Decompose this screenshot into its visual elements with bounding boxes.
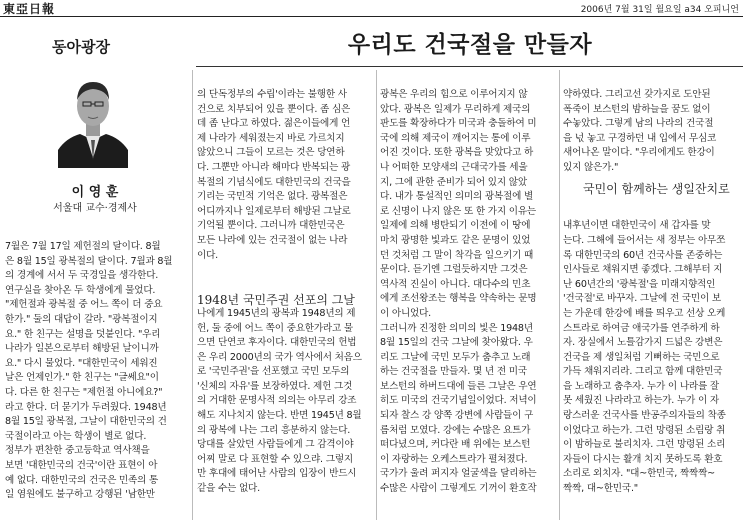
body-text-line: 않았으니 그들이 모르는 것은 당연하 [197,147,345,159]
body-text-line: 폭죽이 보스턴의 밤하늘을 꿈도 없이 [563,103,711,115]
body-text-line: 을 넋 놓고 구경하던 내 입에서 무심코 [563,132,717,144]
body-text-line: 8월 15일의 건국 그날에 찾아왔다. 우 [380,337,533,349]
body-text-line: 요." 다시 물었다. "대한민국이 세워진 [5,357,158,369]
subhead-1948: 1948년 국민주권 선포의 그날 [197,293,355,307]
body-text-line: 의 광복에 나는 그리 흥분하지 않는다. [197,424,351,436]
body-text-line: 은 8월 15일 광복절의 달이다. 7월과 8월 [5,255,173,267]
body-text-line [197,263,373,278]
column-label: 동아광장 [52,38,110,56]
body-text-line: 있지 않은가." [563,161,619,173]
body-text-line: 는 가운데 한강에 배를 띄우고 선상 오케 [563,307,726,319]
newspaper-brand: 東亞日報 [3,2,56,16]
body-text-line: 광복은 우리의 힘으로 이루어지지 않 [380,89,528,100]
body-text-line: "제헌절과 광복절 중 어느 쪽이 더 중요 [5,299,163,311]
headline: 우리도 건국절을 만들자 [347,32,593,58]
body-text-line: 제 나라가 세워졌는지 바로 가르치지 [197,132,345,144]
body-text-line: 히도 미국의 건국기념일이었다. 저녁이 [380,395,537,407]
body-text-line: 당대를 살았던 사람들에게 그 감격이야 [197,439,354,451]
body-text-line: 랑스러운 건국사를 반공주의자들의 착종 [563,410,726,422]
column-divider [192,70,193,520]
body-text-line: 라고 한다. 더 묻기가 두려웠다. 1948년 [5,401,167,413]
body-text-line: 어디까지나 일제로부터 해방된 그날로 [197,205,351,217]
body-text-line: 수놓았다. 그렇게 남의 나라의 건국절 [563,118,714,130]
body-text-line: 8월 15일 광복절, 그날이 대한민국의 건 [5,416,167,428]
title-rule [196,66,743,67]
body-text-line: 마치 광명한 빛과도 같은 문명이 있었 [380,234,531,246]
body-text-line: 리도 그날에 국민 모두가 춤추고 노래 [380,351,531,363]
body-text-line: 떠다녔으며, 커다란 배 위에는 보스턴 [380,439,531,451]
body-column-4 [563,88,741,497]
body-text-line: 짝짝, 대~한민국." [563,483,639,495]
body-column-1 [5,240,185,503]
body-text-line: 로 신명이 나지 않은 또 한 가지 이유는 [380,205,536,217]
body-text-line: 난 60년간의 '광복절'을 미래지향적인 [563,278,716,290]
masthead [0,0,743,17]
body-text-line: 국가가 울려 퍼지자 얼굴색을 달리하는 [380,468,537,480]
body-text-line: 데 좀 난다고 하였다. 젊은이들에게 언 [197,118,351,130]
body-text-line: 이다. [197,249,218,261]
column-divider [376,70,377,520]
body-text-line: 는다. 그해에 들어서는 새 정부는 아무쪼 [563,234,726,246]
body-text-line: 문이다. 듣기엔 그럴듯하지만 그것은 [380,264,528,276]
body-text-line: 날은 언제인가." 한 친구는 "글쎄요"이 [5,372,159,384]
body-text-line: 다. 다른 한 친구는 "제헌절 아니에요?" [5,386,163,398]
body-text-line: 모든 나라에 있는 건국절이 없는 나라 [197,234,348,246]
body-text-line: 내후년이면 대한민국이 새 갑자를 맞 [563,220,711,232]
body-text-line: 만 후대에 태어난 사람의 입장이 반드시 [197,468,357,480]
body-text-line: 헌, 둘 중에 어느 쪽이 중요한가라고 물 [197,322,353,334]
body-text-line: 새어나온 말이다. "우리에게도 한강이 [563,147,715,159]
subhead-birthday: 국민이 함께하는 생일잔치로 [583,182,730,196]
body-text-line: 기리는 국민적 기억은 없다. 광복절은 [197,191,348,203]
body-text-line: '신체의 자유'를 보장하였다. 제헌 그것 [197,380,353,392]
column-divider [559,70,560,520]
body-text-line: 나라가 일본으로부터 해방된 날이니까 [5,343,159,355]
body-text-line: 국에 의해 제국이 깨어지는 통에 이루 [380,132,531,144]
body-text-line: 정부가 편찬한 중고등학교 역사책을 [5,445,150,457]
dateline: 2006년 7월 31일 월요일 a34 오피니언 [580,5,739,15]
body-text-line: 되자 찰스 강 양쪽 강변에 사람들이 구 [380,410,534,422]
body-column-3 [380,88,556,497]
body-text-line: 역사적 진실이 아니다. 대다수의 민초 [380,278,531,290]
body-text-line: 기억될 뿐이다. 그러니까 대한민국은 [197,220,345,232]
body-text-line: 복절의 기념식에도 대한민국의 건국을 [197,176,351,188]
author-title: 서울대 교수·경제사 [53,203,137,214]
body-text-line: 자. 장실에서 노틀감가지 드넓은 강변은 [563,337,723,349]
body-text-line: 록 대한민국의 60년 건국사를 존중하는 [563,249,723,261]
body-text-line: 의 경계에 서서 두 국경일을 생각한다. [5,270,159,282]
body-text-line: 다. 그뿐만 아니라 해마다 반복되는 광 [197,161,351,173]
body-text-line: 의 거대한 문명사적 의의는 아무리 강조 [197,395,357,407]
body-text-line: 못 세웠진 나라라고 하는가. 누가 이 자 [563,395,719,407]
body-text-line: 약하였다. 그리고선 갖가지로 도안된 [563,89,711,100]
body-text-line: 건으로 치부되어 있을 뿐이다. 좀 심은 [197,103,351,115]
body-text-line: 그러니까 진정한 의미의 빛은 1948년 [380,322,533,334]
body-text-line: 지, 그에 관한 준비가 되어 있지 않았 [380,176,527,188]
body-text-line [563,205,741,220]
body-text-line: 자들이 다시는 활개 치지 못하도록 환호 [563,453,723,465]
body-text-line: 어진 것이다. 또한 광복을 맞았다고 하 [380,147,534,159]
body-text-line: 소리로 외치자. "대~한민국, 짝짝짝~ [563,468,716,480]
body-text-line: 보스턴의 하버드대에 들른 그날은 우연 [380,380,537,392]
body-text-line: 았다. 광복은 일제가 무리하게 제국의 [380,103,531,115]
body-text-line: 같을 수는 없다. [197,483,260,495]
author-name: 이 영 훈 [71,185,119,200]
body-text-line: 스트라로 하여금 애국가를 연주하게 하 [563,322,720,334]
body-text-line: '건국절'로 바꾸자. 그날에 전 국민이 보 [563,293,721,305]
body-text-line: 한가." 둘의 대답이 갈라. "광복절이지 [5,313,158,325]
body-text-line: 에게 조선왕조는 행복을 약속하는 문명 [380,293,537,305]
body-text-line: 름처럼 모였다. 강에는 수많은 요트가 [380,424,531,436]
body-text-line: 을 노래하고 춤추자. 누가 이 나라를 잘 [563,380,719,392]
body-text-line: 보면 '대한민국의 건국'이란 표현이 아 [5,459,158,471]
body-text-line: 로 '국민주권'을 선포했고 국민 모두의 [197,366,350,378]
body-text-line: 해도 지나치지 않는다. 반면 1945년 8월 [197,410,362,422]
body-text-line: 이 자랑하는 오케스트라가 펼쳐졌다. [380,453,528,465]
body-text-line: 의 단독정부의 수립'이라는 불행한 사 [197,89,347,100]
body-text-line: 어찌 말로 다 표현할 수 있으랴. 그렇지 [197,453,353,465]
body-text-line: 나에게 1945년의 광복과 1948년의 제 [197,307,356,319]
body-text-line: 이 밤하늘로 불리치자. 그런 망령된 소리 [563,439,726,451]
body-text-line: 은 우리 2000년의 국가 역사에서 처음으 [197,351,362,363]
body-text-line: 요." 한 친구는 설명을 덧붙인다. "우리 [5,328,161,340]
body-text-line: 이 아니었다. [380,307,432,319]
body-text-line: 나 어떠한 모양새의 근대국가를 세울 [380,161,528,173]
body-text-line: 가득 채워지리라. 그리고 함께 대한민국 [563,366,723,378]
body-text-line: 예 없다. 대한민국의 건국은 민족의 통 [5,474,159,486]
body-text-line: 던 것처럼 그 말이 착각을 일으키기 때 [380,249,534,261]
body-text-line: 하는 건국절을 만들자. 몇 년 전 미국 [380,366,527,378]
body-text-line: 수많은 사람이 그렇게도 기꺼이 환호작 [380,483,537,495]
body-text-line: 연구실을 찾아온 두 학생에게 물었다. [5,284,156,296]
body-text-line: 건국을 제 생일처럼 기뻐하는 국민으로 [563,351,720,363]
body-text-line: 일 염원에도 불구하고 강행된 '남한만 [5,489,155,501]
body-text-line: 판도를 확장하다가 미국과 충돌하여 미 [380,118,537,130]
body-text-line: 7월은 7월 17일 제헌절의 달이다. 8월 [5,241,161,252]
body-text-line: 일제에 의해 병탄되기 이전에 이 땅에 [380,220,531,232]
body-text-line: 이었다고 하는가. 그런 망령된 소림랑 취 [563,424,726,436]
body-text-line: 다. 내가 통설적인 의미의 광복절에 별 [380,191,534,203]
body-text-line: 국절이라고 아는 학생이 별로 없다. [5,430,147,442]
body-text-line: 으면 단연코 후자이다. 대한민국의 헌법 [197,337,357,349]
author-photo [56,68,130,168]
body-text-line: 인사들로 채워지면 좋겠다. 그해부터 지 [563,264,723,276]
